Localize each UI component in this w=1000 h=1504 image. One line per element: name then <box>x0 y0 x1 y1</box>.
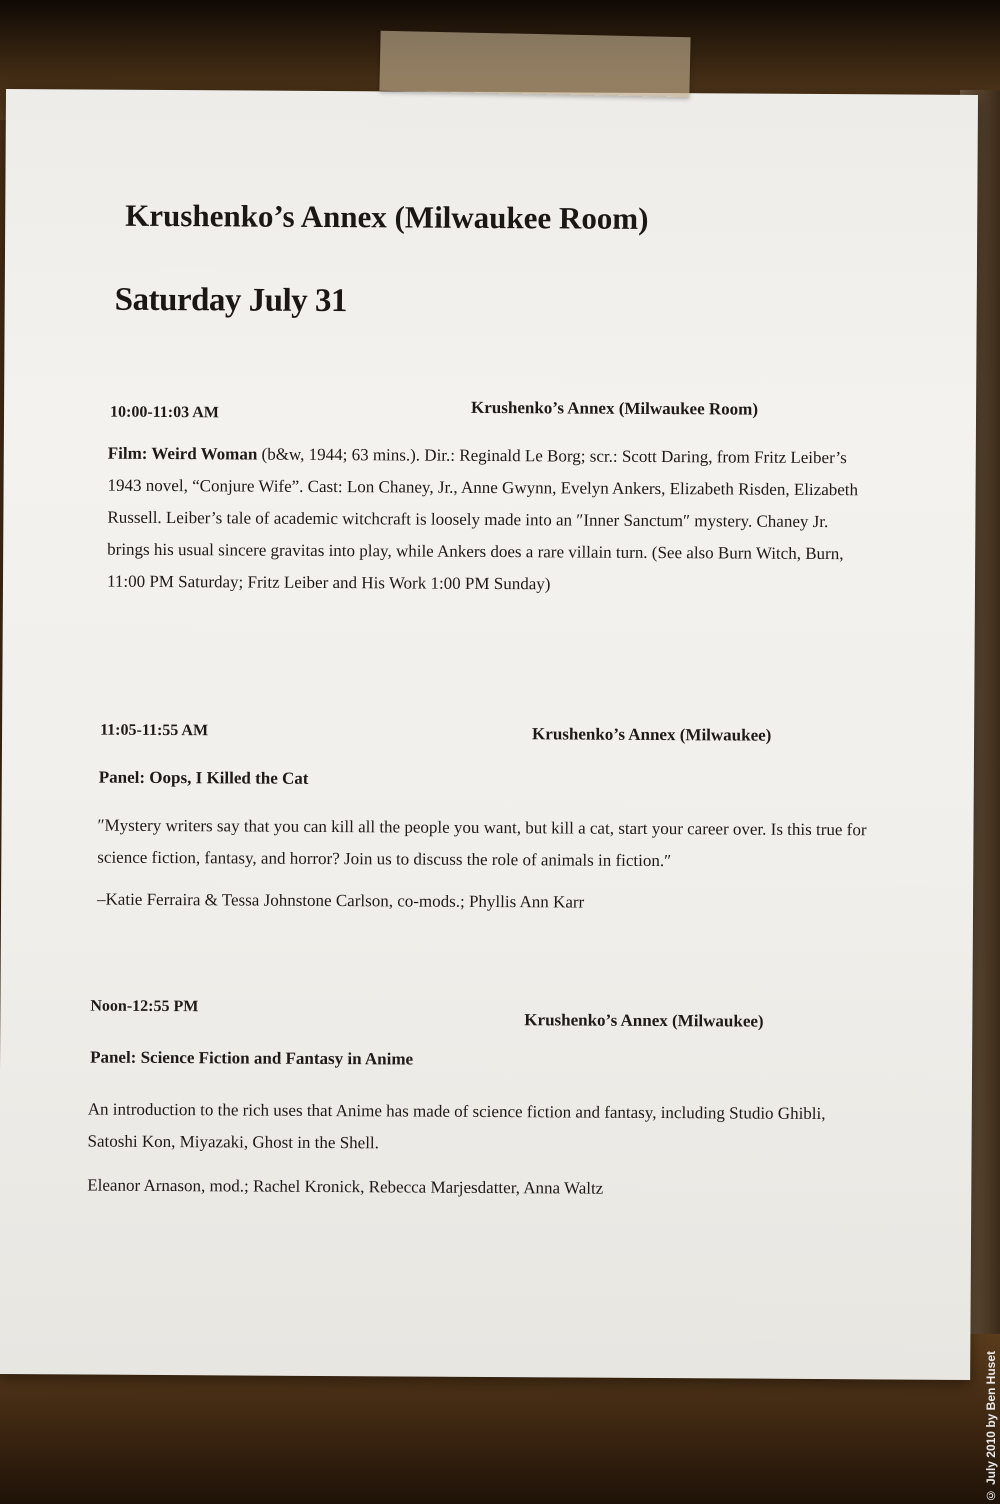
session-time: Noon-12:55 PM <box>90 997 199 1016</box>
schedule-sheet <box>0 89 978 1380</box>
film-details: (b&w, 1944; 63 mins.). Dir.: Reginald Le Borg; scr.: Scott Daring, from Fritz Leiber’s 1943 novel, “Conjure Wife”. Cast: Lon Chaney, Jr., Anne Gwynn, Evelyn Ankers, Elizabeth Risden, Elizabeth Russell. Leiber’s tale of academic witchcraft is loosely made into an ″Inner Sanctum″ mystery. Chaney Jr. brings his usual sincere gravitas into play, while Ankers does a rare villain turn. (See also Burn Witch, Burn, 11:00 PM Saturday; Fritz Leiber and His Work 1:00 PM Sunday) <box>106 444 859 594</box>
session-location: Krushenko’s Annex (Milwaukee) <box>524 1010 764 1031</box>
session-participants: –Katie Ferraira & Tessa Johnstone Carlson, co-mods.; Phyllis Ann Karr <box>97 889 585 912</box>
session-time: 10:00-11:03 AM <box>109 403 219 422</box>
tape-strip <box>379 31 690 97</box>
session-film <box>4 395 964 594</box>
film-title: Film: Weird Woman <box>107 443 258 464</box>
day-title: Saturday July 31 <box>114 281 348 320</box>
session-title: Panel: Oops, I Killed the Cat <box>98 767 309 788</box>
session-panel-anime <box>1 989 961 1198</box>
session-description <box>107 438 868 603</box>
session-title: Panel: Science Fiction and Fantasy in Anime <box>90 1047 414 1069</box>
session-participants: Eleanor Arnason, mod.; Rachel Kronick, Rebecca Marjesdatter, Anna Waltz <box>87 1175 604 1198</box>
session-location: Krushenko’s Annex (Milwaukee Room) <box>471 397 759 419</box>
session-location: Krushenko’s Annex (Milwaukee) <box>532 724 772 745</box>
session-description: An introduction to the rich uses that Anime has made of science fiction and fantasy, including Studio Ghibli, Satoshi Kon, Miyazaki, Ghost in the Shell. <box>87 1099 826 1153</box>
session-panel-cat <box>2 713 962 912</box>
room-title: Krushenko’s Annex (Milwaukee Room) <box>125 197 649 236</box>
session-time: 11:05-11:55 AM <box>100 721 209 740</box>
photo-credit: © July 2010 by Ben Huset <box>984 1350 998 1502</box>
session-description: ″Mystery writers say that you can kill all the people you want, but kill a cat, start your career over. Is this true for science fiction, fantasy, and horror? Join us to discuss the role of animals in fiction.″ <box>97 815 867 871</box>
